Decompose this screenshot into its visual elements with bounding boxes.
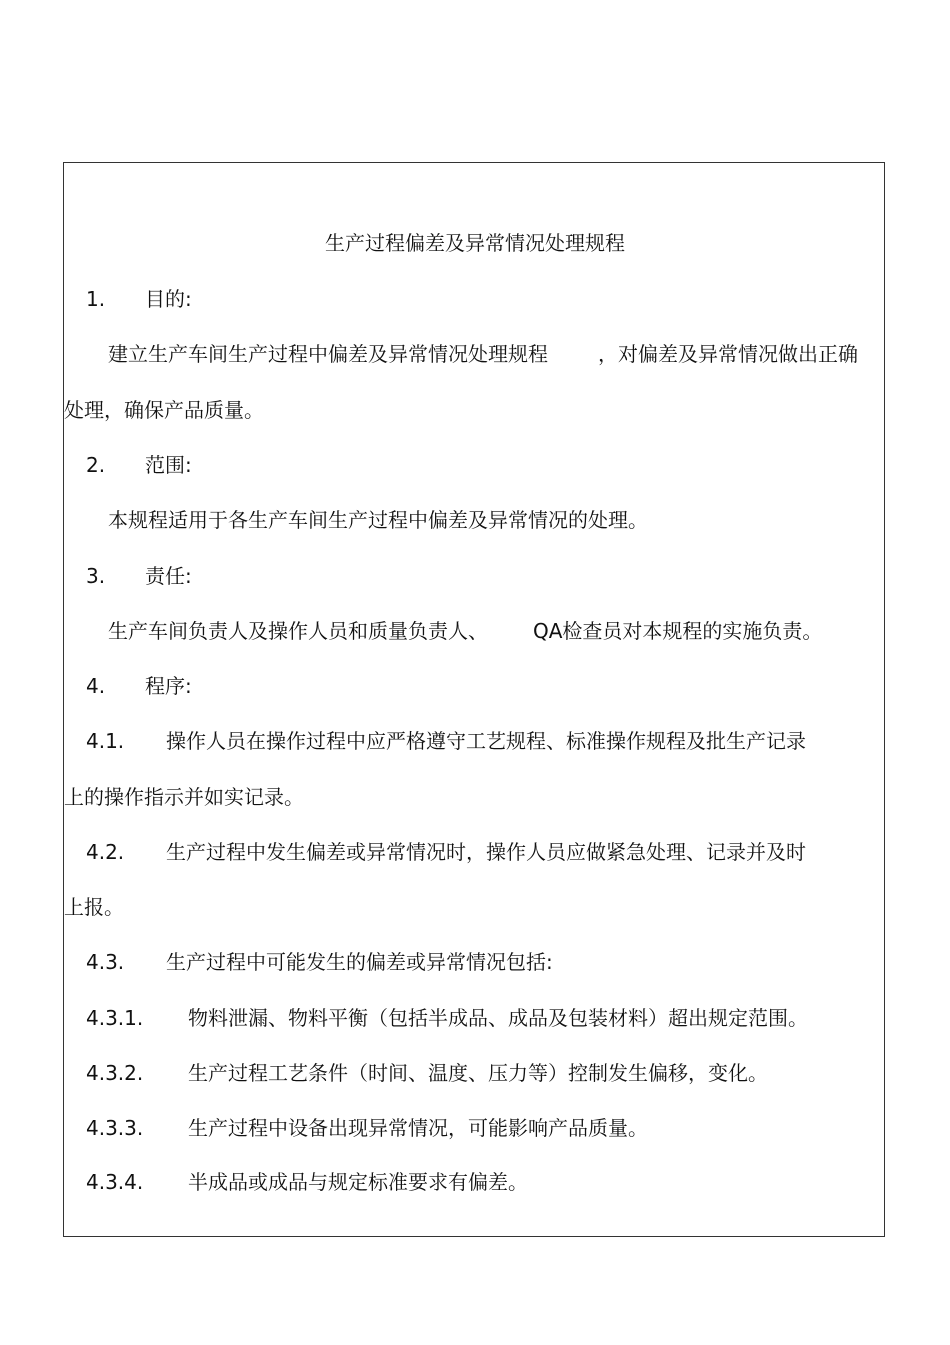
item-4-3-4-text: 半成品或成品与规定标准要求有偏差。 xyxy=(188,1170,528,1194)
section-3-number: 3. xyxy=(86,564,106,588)
section-1-number: 1. xyxy=(86,287,106,311)
section-2-number: 2. xyxy=(86,453,106,477)
item-4-3-2-text: 生产过程工艺条件（时间、温度、压力等）控制发生偏移，变化。 xyxy=(188,1061,768,1085)
section-1-heading: 目的: xyxy=(145,287,192,311)
item-4-2-text-a: 生产过程中发生偏差或异常情况时，操作人员应做紧急处理、记录并及时 xyxy=(166,840,806,864)
section-1-text-b: ，对偏差及异常情况做出正确 xyxy=(598,342,858,366)
section-1-text-c: 处理，确保产品质量。 xyxy=(64,398,264,422)
section-4-number: 4. xyxy=(86,674,106,698)
item-4-3-3-text: 生产过程中设备出现异常情况，可能影响产品质量。 xyxy=(188,1116,648,1140)
item-4-3-1-number: 4.3.1. xyxy=(86,1006,144,1030)
item-4-3-2-number: 4.3.2. xyxy=(86,1061,144,1085)
section-2-text: 本规程适用于各生产车间生产过程中偏差及异常情况的处理。 xyxy=(108,508,648,532)
section-4-heading: 程序: xyxy=(145,674,192,698)
section-3-heading: 责任: xyxy=(145,564,192,588)
section-2-heading: 范围: xyxy=(145,453,192,477)
section-1-text-a: 建立生产车间生产过程中偏差及异常情况处理规程 xyxy=(108,342,548,366)
section-3-text-b: QA检查员对本规程的实施负责。 xyxy=(533,619,823,643)
item-4-3-3-number: 4.3.3. xyxy=(86,1116,144,1140)
item-4-2-number: 4.2. xyxy=(86,840,125,864)
item-4-3-text: 生产过程中可能发生的偏差或异常情况包括: xyxy=(166,950,553,974)
section-3-text-a: 生产车间负责人及操作人员和质量负责人、 xyxy=(108,619,488,643)
item-4-1-number: 4.1. xyxy=(86,729,125,753)
item-4-3-1-text: 物料泄漏、物料平衡（包括半成品、成品及包装材料）超出规定范围。 xyxy=(188,1006,808,1030)
item-4-1-text-b: 上的操作指示并如实记录。 xyxy=(64,785,304,809)
item-4-3-number: 4.3. xyxy=(86,950,125,974)
item-4-2-text-b: 上报。 xyxy=(64,895,124,919)
document-title: 生产过程偏差及异常情况处理规程 xyxy=(325,231,625,255)
item-4-1-text-a: 操作人员在操作过程中应严格遵守工艺规程、标准操作规程及批生产记录 xyxy=(166,729,806,753)
item-4-3-4-number: 4.3.4. xyxy=(86,1170,144,1194)
